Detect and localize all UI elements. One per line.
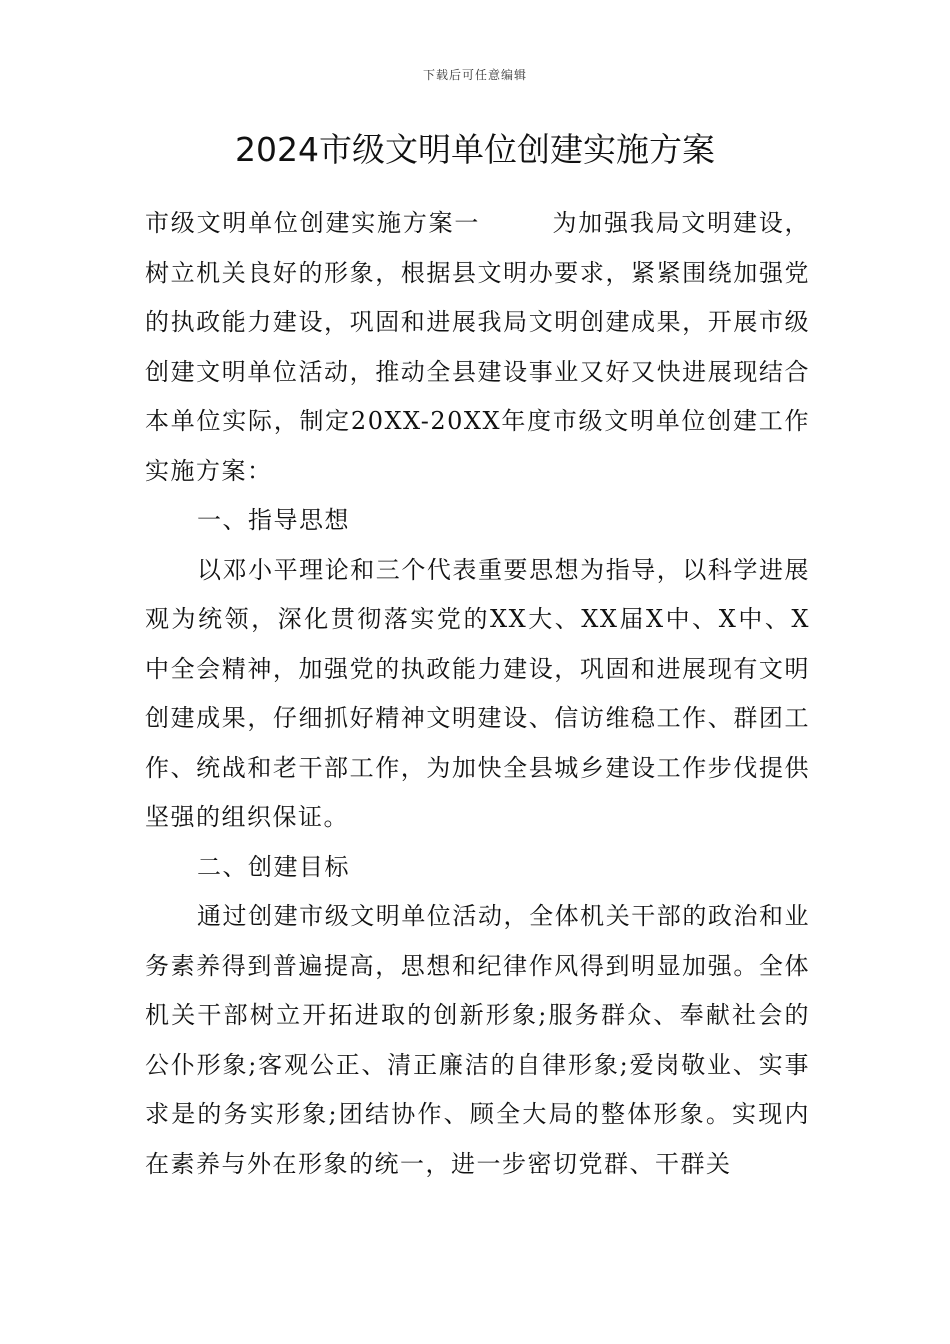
- intro-text: 为加强我局文明建设，树立机关良好的形象，根据县文明办要求，紧紧围绕加强党的执政能力建设，巩固和进展我局文明创建成果，开展市级创建文明单位活动，推动全县建设事业又好又快进展现结合本单位实际，制定20XX-20XX年度市级文明单位创建工作实施方案：: [145, 209, 811, 485]
- document-body: [145, 199, 810, 1189]
- intro-lead: 市级文明单位创建实施方案一: [145, 209, 481, 237]
- section-heading-goals: 二、创建目标: [197, 852, 350, 881]
- section-paragraph-goals: 通过创建市级文明单位活动，全体机关干部的政治和业务素养得到普遍提高，思想和纪律作风得到明显加强。全体机关干部树立开拓进取的创新形象;服务群众、奉献社会的公仆形象;客观公正、清正廉洁的自律形象;爱岗敬业、实事求是的务实形象;团结协作、顾全大局的整体形象。实现内在素养与外在形象的统一，进一步密切党群、干群关: [145, 902, 810, 1178]
- document-title: 2024市级文明单位创建实施方案: [235, 130, 715, 169]
- header-note: 下载后可任意编辑: [422, 68, 527, 82]
- section-heading-guiding-thought: 一、指导思想: [197, 506, 350, 534]
- section-paragraph-guiding-thought: 以邓小平理论和三个代表重要思想为指导，以科学进展观为统领，深化贯彻落实党的XX大、XX届X中、X中、X中全会精神，加强党的执政能力建设，巩固和进展现有文明创建成果，仔细抓好精神文明建设、信访维稳工作、群团工作、统战和老干部工作，为加快全县城乡建设工作步伐提供坚强的组织保证。: [145, 555, 810, 831]
- intro-paragraph: [145, 199, 810, 496]
